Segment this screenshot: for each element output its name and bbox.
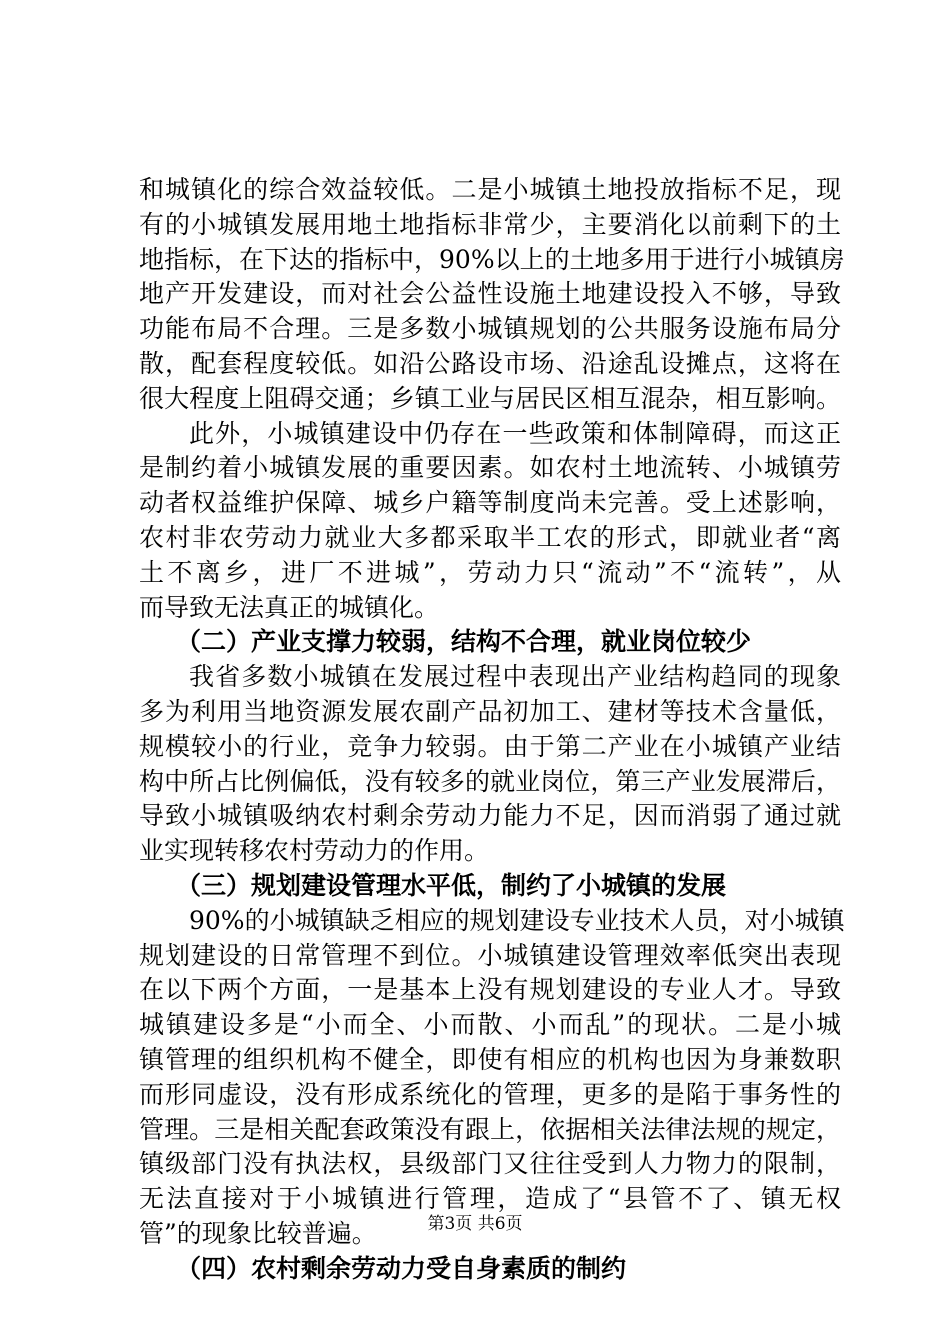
text-line: 而导致无法真正的城镇化。 bbox=[139, 592, 440, 622]
text-line: 规划建设的日常管理不到位。小城镇建设管理效率低突出表现 bbox=[139, 940, 841, 970]
text-line: 地指标，在下达的指标中，90%以上的土地多用于进行小城镇房 bbox=[139, 244, 845, 274]
text-line: 散，配套程度较低。如沿公路设市场、沿途乱设摊点，这将在 bbox=[139, 348, 841, 378]
text-line: 规模较小的行业，竞争力较弱。由于第二产业在小城镇产业结 bbox=[139, 731, 841, 761]
text-line: 动者权益维护保障、城乡户籍等制度尚未完善。受上述影响， bbox=[139, 488, 841, 518]
text-line: 业实现转移农村劳动力的作用。 bbox=[139, 836, 490, 866]
text-line: 功能布局不合理。三是多数小城镇规划的公共服务设施布局分 bbox=[139, 314, 841, 344]
text-line: 很大程度上阻碍交通；乡镇工业与居民区相互混杂，相互影响。 bbox=[139, 383, 841, 413]
text-line: 无法直接对于小城镇进行管理，造成了“县管不了、镇无权 bbox=[139, 1184, 841, 1214]
section-heading-3: （三）规划建设管理水平低，制约了小城镇的发展 bbox=[176, 870, 727, 900]
text-line: 有的小城镇发展用地土地指标非常少，主要消化以前剩下的土 bbox=[139, 209, 841, 239]
text-line: 镇级部门没有执法权，县级部门又往往受到人力物力的限制， bbox=[139, 1149, 841, 1179]
section-heading-4: （四）农村剩余劳动力受自身素质的制约 bbox=[176, 1253, 627, 1283]
text-line: 和城镇化的综合效益较低。二是小城镇土地投放指标不足，现 bbox=[139, 175, 841, 204]
document-body bbox=[139, 173, 845, 1287]
text-line: 管理。三是相关配套政策没有跟上，依据相关法律法规的规定， bbox=[139, 1114, 841, 1144]
paragraph-start-line: 90%的小城镇缺乏相应的规划建设专业技术人员，对小城镇 bbox=[189, 905, 845, 935]
text-line: 镇管理的组织机构不健全，即使有相应的机构也因为身兼数职 bbox=[139, 1044, 841, 1074]
paragraph-start-line: 我省多数小城镇在发展过程中表现出产业结构趋同的现象 bbox=[189, 662, 841, 692]
text-line: 导致小城镇吸纳农村剩余劳动力能力不足，因而消弱了通过就 bbox=[139, 801, 841, 831]
section-heading-2: （二）产业支撑力较弱，结构不合理，就业岗位较少 bbox=[176, 627, 752, 657]
text-line: 而形同虚设，没有形成系统化的管理，更多的是陷于事务性的 bbox=[139, 1079, 841, 1109]
text-line: 多为利用当地资源发展农副产品初加工、建材等技术含量低， bbox=[139, 696, 841, 726]
text-line: 地产开发建设，而对社会公益性设施土地建设投入不够，导致 bbox=[139, 279, 841, 309]
text-line: 城镇建设多是“小而全、小而散、小而乱”的现状。二是小城 bbox=[139, 1010, 841, 1040]
text-line: 管”的现象比较普遍。 bbox=[139, 1218, 377, 1248]
text-line: 土不离乡，进厂不进城”，劳动力只“流动”不“流转”，从 bbox=[139, 557, 841, 587]
text-line: 是制约着小城镇发展的重要因素。如农村土地流转、小城镇劳 bbox=[139, 453, 841, 483]
text-line: 构中所占比例偏低，没有较多的就业岗位，第三产业发展滞后， bbox=[139, 766, 841, 796]
text-line: 在以下两个方面，一是基本上没有规划建设的专业人才。导致 bbox=[139, 975, 841, 1005]
text-line: 农村非农劳动力就业大多都采取半工农的形式，即就业者“离 bbox=[139, 522, 841, 552]
page-footer: 第3页 共6页 bbox=[427, 1214, 523, 1234]
paragraph-start-line: 此外，小城镇建设中仍存在一些政策和体制障碍，而这正 bbox=[189, 418, 841, 448]
